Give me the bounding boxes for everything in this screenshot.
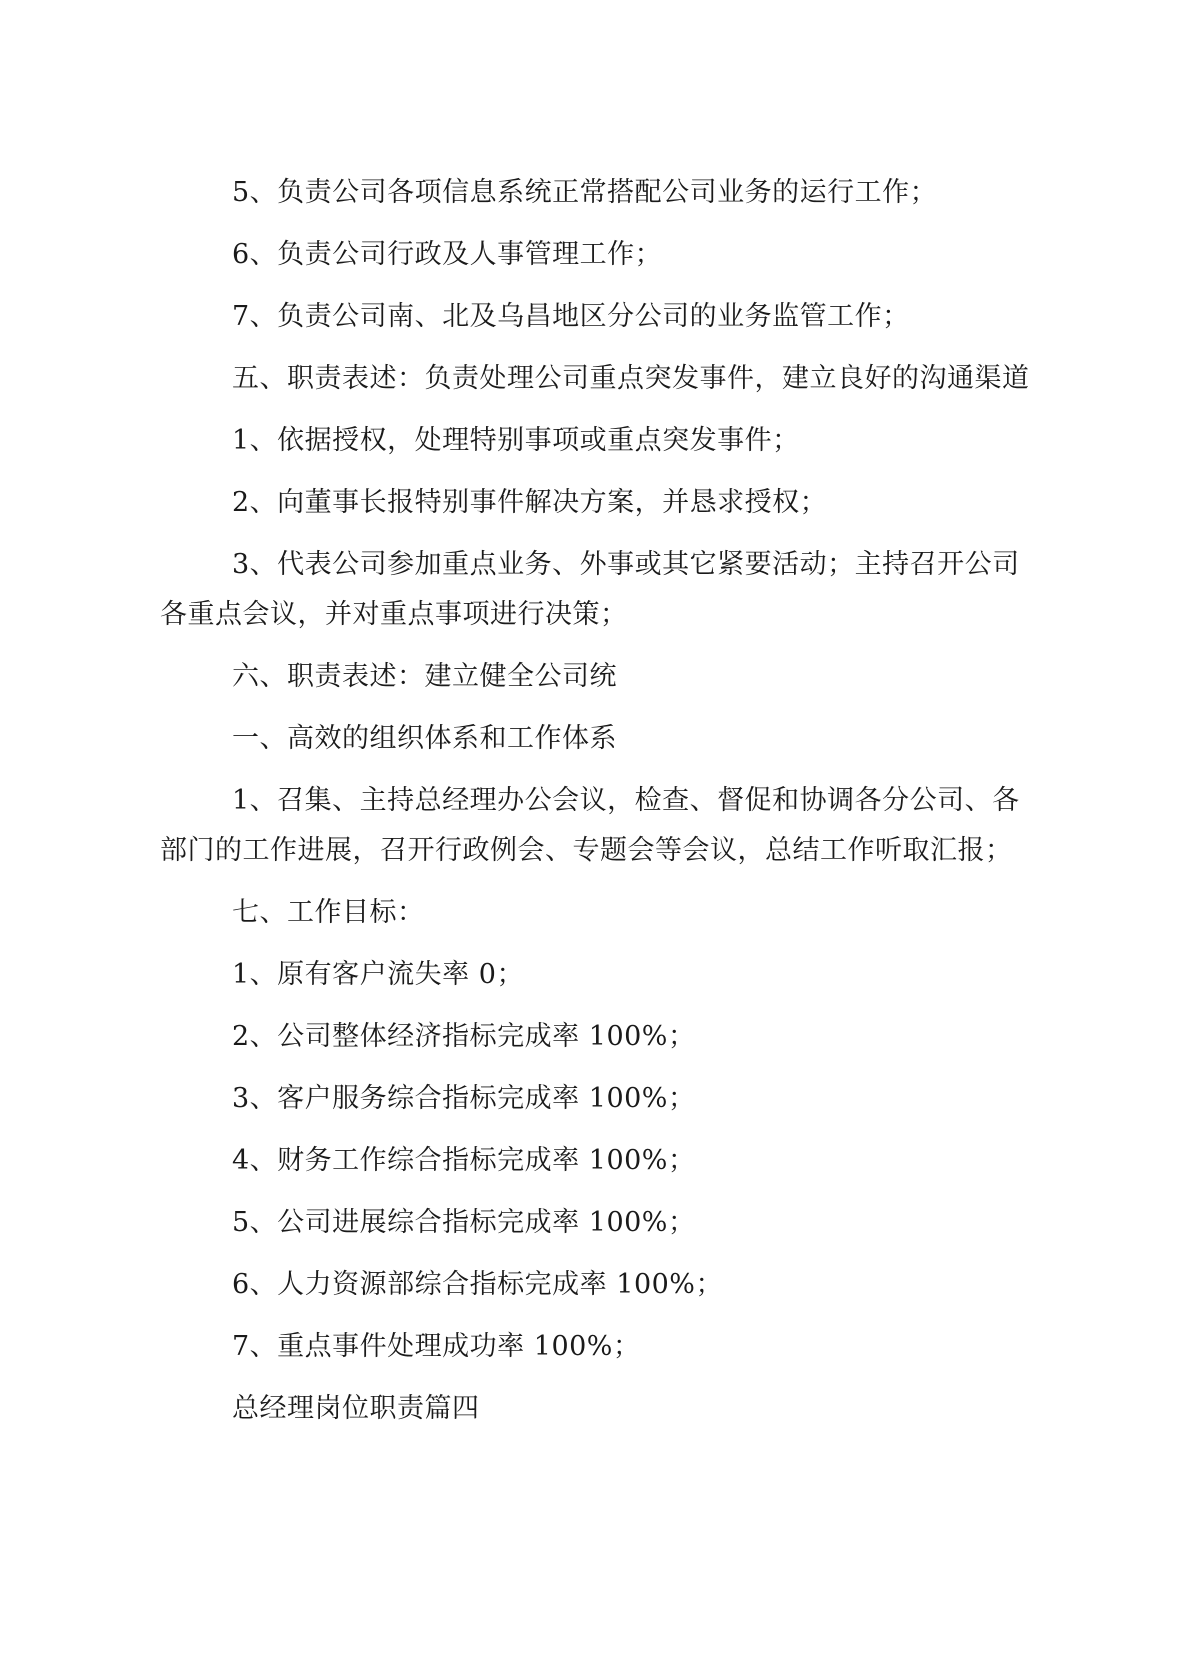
section-heading-5: 五、职责表述：负责处理公司重点突发事件，建立良好的沟通渠道 <box>232 363 1030 394</box>
goal-item-7: 7、重点事件处理成功率 100%； <box>232 1331 641 1362</box>
paragraph-item-1-authorization: 1、依据授权，处理特别事项或重点突发事件； <box>232 425 800 456</box>
document-body <box>160 168 1040 1434</box>
goal-item-6: 6、人力资源部综合指标完成率 100%； <box>232 1269 723 1300</box>
goal-item-3: 3、客户服务综合指标完成率 100%； <box>232 1083 696 1114</box>
section-heading-6: 六、职责表述：建立健全公司统 <box>232 661 617 692</box>
goal-item-5: 5、公司进展综合指标完成率 100%； <box>232 1207 696 1238</box>
goal-item-2: 2、公司整体经济指标完成率 100%； <box>232 1021 696 1052</box>
chapter-title: 总经理岗位职责篇四 <box>232 1393 480 1424</box>
section-heading-1-org-system: 一、高效的组织体系和工作体系 <box>232 723 617 754</box>
paragraph-item-5-info-systems: 5、负责公司各项信息系统正常搭配公司业务的运行工作； <box>232 177 938 208</box>
goal-item-4: 4、财务工作综合指标完成率 100%； <box>232 1145 696 1176</box>
paragraph-item-3-represent-company: 3、代表公司参加重点业务、外事或其它紧要活动；主持召开公司各重点会议，并对重点事项进行决策； <box>160 549 1020 630</box>
paragraph-item-2-report-chairman: 2、向董事长报特别事件解决方案，并恳求授权； <box>232 487 828 518</box>
paragraph-item-1-convene-meetings: 1、召集、主持总经理办公会议，检查、督促和协调各分公司、各部门的工作进展，召开行政例会、专题会等会议，总结工作听取汇报； <box>160 785 1020 866</box>
paragraph-item-6-admin-hr: 6、负责公司行政及人事管理工作； <box>232 239 663 270</box>
goal-item-1: 1、原有客户流失率 0； <box>232 959 524 990</box>
section-heading-7: 七、工作目标： <box>232 897 425 928</box>
paragraph-item-7-branch-supervision: 7、负责公司南、北及乌昌地区分公司的业务监管工作； <box>232 301 910 332</box>
